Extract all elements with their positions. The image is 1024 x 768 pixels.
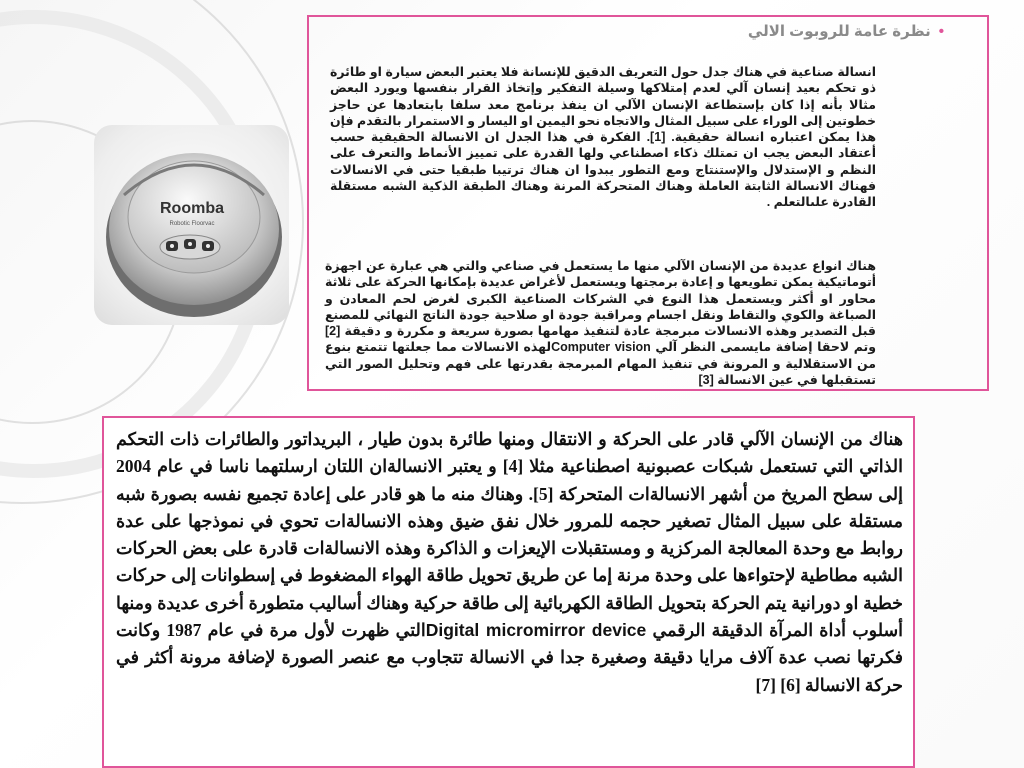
paragraph-2-part-1: هناك انواع عديدة من الإنسان الآلي منها ما يستعمل في صناعي والتي هي عبارة عن اجهزة أتوماتيكية يمكن تطويعها و إعادة برمجتها ويستعمل لأغراض عديدة بإمكانها الحركة على ثلاثة محاور او أكثر ويستعمل هذا النوع في الشركات الصناعية الكبرى لغرض لحم المعادن و الصباغة والكوي والتقاط ونقل اجسام ومراقبة جودة او صلاحية جودة الناتج النهائي للمصنع قبل التصدير وهذه الانسالات مبرمجة عادة لتنفيذ مهامها بصورة سريعة و مكررة و دقيقة [2] وتم لاحقا إضافة مايسمى النظر آلي: [325, 259, 876, 355]
paragraph-3-part-1: هناك من الإنسان الآلي قادر على الحركة و الانتقال ومنها طائرة بدون طيار ، البريداتور والطائرات ذات التحكم الذاتي التي تستعمل شبكات عصبونية اصطناعية مثلا [4] و يعتبر الانسالةان اللتان ارسلتهما ناسا في عام 2004 إلى سطح المريخ من أشهر الانسالةات المتحركة [5]. وهناك منه ما هو قادر على إعادة تجميع نفسه بصورة شبه مستقلة على سبيل المثال تصغير حجمه للمرور خلال نفق ضيق وهذه الانسالةات تحوي في نموذجها على عدة روابط مع وحدة المعالجة المركزية و ومستقبلات الإيعزات و الذاكرة وهذه الانسالةات قادرة على بعض الحركات الشبه مطاطية لإحتواءها على وحدة مرنة إما عن طريق تحويل طاقة الهواء المضغوط في إسطوانات إلى حركات خطية او دورانية يتم الحركة بتحويل الطاقة الكهربائية إلى طاقة حركية وهناك أساليب متطورة أخرى عديدة ومنها أسلوب أداة المرآة الدقيقة الرقمي: [116, 429, 904, 641]
paragraph-1: انسالة صناعية في هناك جدل حول التعريف الدقيق للإنسانة فلا يعتبر البعض سيارة او طائرة ذو تحكم بعيد إنسان آلي لعدم إمتلاكها وسيلة التفكير وإتخاذ القرار بنفسها ويورد البعض مثالا بأنه إذا كان بإستطاعة الإنسان الآلي ان ينفذ برنامج معد سلفا بابتعادها عن حاجز خطوتين إلى الوراء على سبيل المثال والاتجاه نحو اليمين او اليسار و الاستمرار بالتقدم فإن هذا يمكن اعتباره انسالة حقيقية. [1]. الفكرة في هذا الجدل ان الانسالة الحقيقية حسب أعتقاد البعض يجب ان تمتلك ذكاء اصطناعي ولها القدرة على تمييز الأنماط والتعرف على النظم و الإستدلال والإستنتاج ومع التطور يبدوا ان هناك ترتيبا طبقيا حتى في الانسالات فهناك الانسالة الثابتة العاملة وهناك المتحركة المرنة وهناك الطبقة الذكية الشبه مستقلة القادرة علىالتعلم .: [330, 65, 877, 210]
roomba-subtext: Robotic Floorvac: [169, 221, 215, 227]
bullet-icon: •: [938, 23, 944, 40]
slide-heading: [748, 22, 944, 40]
paragraph-2-part-2: لهذه الانسالات مما جعلتها تتمتع بنوع من الاستقلالية و المرونة في تنفيذ المهام المبرمجة بقدرتها على فهم وتحليل الصور التي تستقبلها في عين الانسالة [3]: [325, 340, 876, 388]
paragraph-3: [116, 426, 903, 699]
slide-heading-text: نظرة عامة للروبوت الالي: [747, 23, 931, 40]
paragraph-2-english-term: Computer vision: [551, 340, 651, 355]
roomba-illustration: [94, 125, 289, 325]
paragraph-2: [325, 258, 876, 388]
paragraph-3-english-term: Digital micromirror device: [425, 620, 647, 641]
paragraph-3-part-2: التي ظهرت لأول مرة في عام 1987 وكانت فكرتها نصب عدة آلاف مرايا دقيقة وصغيرة جدا في الانسالة تتجاوب مع عنصر الصورة لإضافة مرونة أكثر في حركة الانسالة [6] [7]: [116, 620, 903, 695]
roomba-robot-image: [94, 125, 289, 325]
bottom-text-frame: [102, 416, 915, 768]
roomba-logo-text: Roomba: [160, 200, 224, 217]
